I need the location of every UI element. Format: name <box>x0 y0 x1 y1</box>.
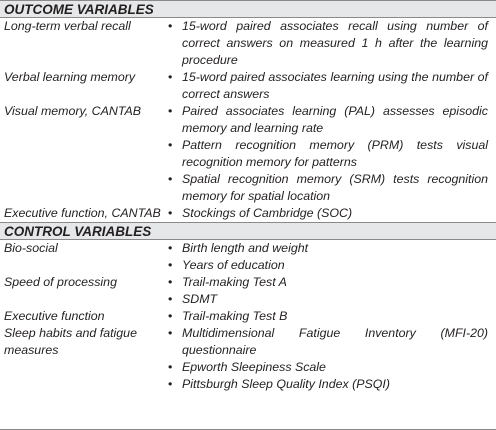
table-row <box>0 274 496 308</box>
bullet-icon: • <box>168 326 173 340</box>
row-label: Visual memory, CANTAB <box>4 104 142 118</box>
bullet-icon: • <box>168 309 173 323</box>
list-item <box>168 137 488 171</box>
bullet-icon: • <box>168 241 173 255</box>
list-item <box>168 325 488 359</box>
row-label: Verbal learning memory <box>4 70 136 84</box>
row-label: Sleep habits and fatigue measures <box>4 326 137 357</box>
list-item <box>168 376 488 393</box>
table-row <box>0 69 496 103</box>
item-text: Multidimensional Fatigue Inventory (MFI-20) questionnaire <box>182 326 488 357</box>
item-text: Birth length and weight <box>182 241 309 255</box>
list-item <box>168 240 488 257</box>
item-text: 15-word paired associates learning using the number of correct answers <box>182 70 488 101</box>
table-row <box>0 240 496 274</box>
row-items <box>168 69 496 103</box>
bullet-icon: • <box>168 292 173 306</box>
bullet-icon: • <box>168 206 173 220</box>
list-item <box>168 359 488 376</box>
item-text: Stockings of Cambridge (SOC) <box>182 206 353 220</box>
bullet-icon: • <box>168 172 173 186</box>
bullet-icon: • <box>168 138 173 152</box>
row-label: Bio-social <box>4 241 58 255</box>
item-text: Years of education <box>182 258 285 272</box>
bullet-icon: • <box>168 70 173 84</box>
row-items <box>168 205 496 222</box>
item-text: Trail-making Test B <box>182 309 288 323</box>
item-text: Paired associates learning (PAL) assesses episodic memory and learning rate <box>182 104 488 135</box>
table-row <box>0 18 496 69</box>
list-item <box>168 257 488 274</box>
table-row <box>0 308 496 325</box>
row-label: Speed of processing <box>4 275 117 289</box>
row-items <box>168 18 496 69</box>
bullet-icon: • <box>168 377 173 391</box>
table-row <box>0 325 496 393</box>
bullet-icon: • <box>168 104 173 118</box>
item-text: Pattern recognition memory (PRM) tests visual recognition memory for patterns <box>182 138 488 169</box>
item-text: Trail-making Test A <box>182 275 287 289</box>
list-item <box>168 103 488 137</box>
list-item <box>168 18 488 69</box>
list-item <box>168 171 488 205</box>
bullet-icon: • <box>168 360 173 374</box>
item-text: Spatial recognition memory (SRM) tests recognition memory for spatial location <box>182 172 488 203</box>
item-text: 15-word paired associates recall using number of correct answers on measured 1 h after the learning procedure <box>182 19 488 67</box>
table-row <box>0 205 496 222</box>
item-text: Pittsburgh Sleep Quality Index (PSQI) <box>182 377 390 391</box>
row-label: Executive function <box>4 309 105 323</box>
table-row <box>0 103 496 205</box>
bullet-icon: • <box>168 258 173 272</box>
item-text: SDMT <box>182 292 218 306</box>
row-label: Long-term verbal recall <box>4 19 131 33</box>
row-items <box>168 103 496 205</box>
row-items <box>168 274 496 308</box>
list-item <box>168 291 488 308</box>
row-items <box>168 240 496 274</box>
list-item <box>168 69 488 103</box>
item-text: Epworth Sleepiness Scale <box>182 360 326 374</box>
bullet-icon: • <box>168 19 173 33</box>
list-item <box>168 274 488 291</box>
row-items <box>168 308 496 325</box>
bullet-icon: • <box>168 275 173 289</box>
section-header: CONTROL VARIABLES <box>0 222 496 240</box>
list-item <box>168 205 488 222</box>
row-label: Executive function, CANTAB <box>4 206 161 220</box>
section-header: OUTCOME VARIABLES <box>0 0 496 18</box>
row-items <box>168 325 496 393</box>
list-item <box>168 308 488 325</box>
